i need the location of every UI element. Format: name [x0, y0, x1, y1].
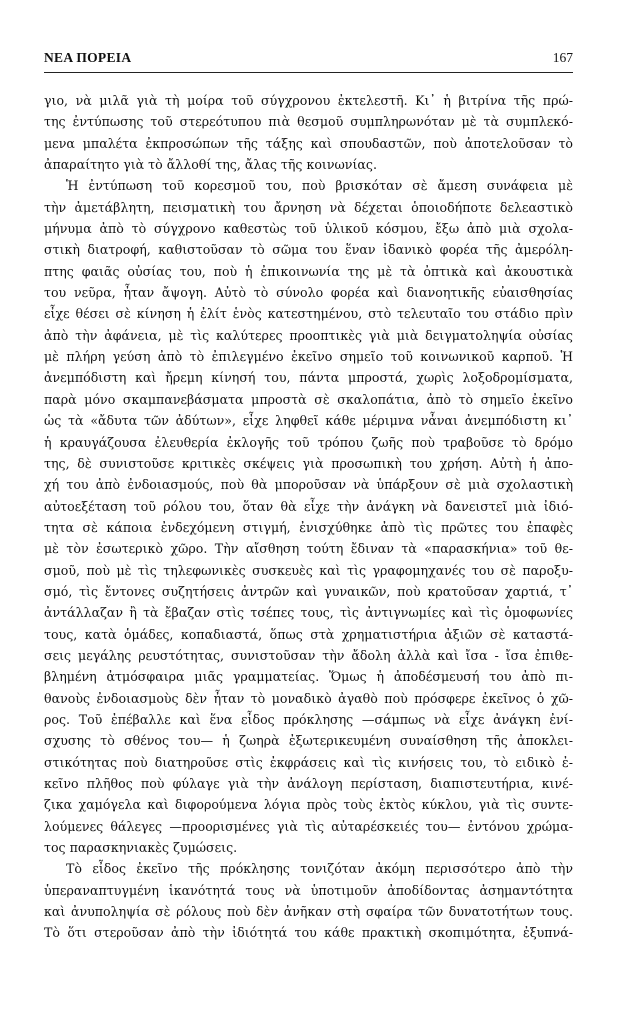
text-line: σμοῦ, ποὺ μὲ τὶς τηλεφωνικὲς συσκευὲς καὶ τὶς γραφομηχανές του σὲ παροξυ- [44, 562, 573, 578]
text-line: καὶ ἀνυποληψία σὲ ρόλους ποὺ δὲν ἀνῆκαν στὴ σφαίρα τῶν δυνατοτήτων τους. [44, 904, 573, 920]
text-line: ἀνεμπόδιστη καὶ ἤρεμη κίνησή του, πάντα μπροστά, χωρὶς λοξοδρομίσματα, [44, 370, 573, 386]
text-line: λούμενες θάλεγες —προορισμένες γιὰ τὶς αὐταρέσκειές του— ἐντόνου χρώμα- [44, 818, 573, 834]
paragraph [44, 858, 573, 943]
text-line: Ἡ ἐντύπωση τοῦ κορεσμοῦ του, ποὺ βρισκόταν σὲ ἄμεση συνάφεια μὲ [66, 178, 573, 194]
paragraph [44, 175, 573, 858]
page-number: 167 [552, 50, 573, 65]
text-line: τος παρασκηνιακὲς ζυμώσεις. [44, 840, 238, 856]
text-line: ὡς τὰ «ἄδυτα τῶν ἀδύτων», εἶχε ληφθεῖ κάθε μέριμνα νἆναι ἀνεμπόδιστη κι᾽ [44, 413, 573, 429]
text-line: του νεῦρα, ἦταν ἄψογη. Αὐτὸ τὸ σύνολο φορέα καὶ διανοητικῆς εὐαισθησίας [44, 285, 573, 301]
text-line: σμό, τὶς ἔντονες συζητήσεις ἀντρῶν καὶ γυναικῶν, ποὺ κρατοῦσαν χαρτιά, τ᾽ [44, 583, 573, 599]
text-line: αὐτοεξέταση τοῦ ρόλου του, ὅταν θὰ εἶχε τὴν ἀνάγκη νὰ δανειστεῖ μιὰ ἰδιό- [44, 498, 573, 514]
text-line: παρὰ μόνο σκαμπανεβάσματα μπροστὰ σὲ σκαλοπάτια, ἀπὸ τὸ σημεῖο ἐκεῖνο [44, 391, 573, 407]
text-line: τὴν ἀμετάβλητη, πεισματικὴ του ἄρνηση νὰ δέχεται ὁποιοδήποτε δελεαστικὸ [44, 199, 573, 215]
text-line: κεῖνο πλῆθος ποὺ φύλαγε γιὰ τὴν ἀνάλογη περίσταση, διαπιστευτήρια, κινέ- [44, 776, 573, 791]
body-text [44, 90, 573, 944]
text-line: μὲ πλήρη γεύση ἀπὸ τὸ ἐπιλεγμένο ἐκεῖνο σημεῖο τοῦ κοινωνικοῦ καρποῦ. Ἡ [44, 349, 573, 365]
text-line: μενα μπαλέτα ἐκπροσώπων τῆς τάξης καὶ σπουδαστῶν, ποὺ ἀποτελοῦσαν τὸ [44, 135, 573, 151]
journal-title: ΝΕΑ ΠΟΡΕΙΑ [44, 50, 132, 65]
text-line: ἡ κραυγάζουσα ἐλευθερία ἐκλογῆς τοῦ τρόπου ζωῆς ποὺ τραβοῦσε τὸ δρόμο [44, 434, 573, 450]
text-line: τητα σὲ κάποια ἐνδεχόμενη στιγμή, ἐνισχύθηκε ἀπὸ τὶς πρῶτες του ἐπαφὲς [44, 519, 573, 535]
text-line: στικὴ διατροφή, καθιστοῦσαν τὸ σῶμα του ἕναν ἰδανικὸ φορέα τῆς ἀμερόλη- [44, 242, 573, 258]
text-line: της, δὲ συνιστοῦσε κριτικὲς σκέψεις γιὰ προσωπικὴ του χρήση. Αὐτὴ ἡ ἀπο- [44, 455, 573, 471]
text-line: θανοὺς ἐνδοιασμοὺς δὲν ἦταν τὸ μοναδικὸ ἀγαθὸ ποὺ πρόσφερε ἐκεῖνος ὁ χῶ- [44, 690, 573, 706]
text-line: ὑπεραναπτυγμένη ἱκανότητά τους νὰ ὑποτιμοῦν ἀποδίδοντας ἀσημαντότητα [44, 882, 573, 898]
header-rule [44, 72, 573, 73]
text-line: σεις μεγάλης ρευστότητας, συνιστοῦσαν τὴν ἄδολη ἀλλὰ καὶ ἴσα - ἴσα ἐπιθε- [44, 647, 573, 663]
text-line: Τὸ ὅτι στεροῦσαν ἀπὸ τὴν ἰδιότητά του κάθε πρακτικὴ σκοπιμότητα, ἐξυπνά- [44, 925, 573, 941]
text-line: της ἐντύπωσης τοῦ στερεότυπου πιὰ θεσμοῦ συμπληρωνόταν μὲ τὰ συμπλεκό- [44, 114, 573, 130]
text-line: Τὸ εἶδος ἐκεῖνο τῆς πρόκλησης τονιζόταν ἀκόμη περισσότερο ἀπὸ τὴν [66, 861, 573, 877]
text-line: ρος. Τοῦ ἐπέβαλλε καὶ ἕνα εἶδος πρόκλησης —σάμπως νὰ εἶχε ἀνάγκη ἐνί- [44, 711, 573, 727]
text-line: στικότητας ποὺ διατηροῦσε στὶς ἐκφράσεις καὶ τὶς κινήσεις του, τὸ ειδικὸ ἐ- [44, 754, 573, 770]
text-line: ζικα χαμόγελα καὶ διφορούμενα λόγια πρὸς τοὺς ἐκτὸς κύκλου, γιὰ τὶς συντε- [44, 797, 573, 813]
text-line: σχυσης τὸ σθένος του— ἡ ζωηρὰ ἐξωτερικευμένη συναίσθηση τῆς ἀποκλει- [44, 733, 573, 749]
text-line: γιο, νὰ μιλᾶ γιὰ τὴ μοίρα τοῦ σύγχρονου ἐκτελεστῆ. Κι᾽ ἡ βιτρίνα τῆς πρώ- [44, 93, 573, 108]
text-line: ἀπὸ τὴν ἀφάνεια, μὲ τὶς καλύτερες προοπτικὲς γιὰ μιὰ δειγματοληψία οὐσίας [44, 327, 573, 343]
text-line: χή του ἀπὸ ἐνδοιασμούς, ποὺ θὰ μποροῦσαν νὰ ὑπάρξουν σὲ μιὰ σχολαστικὴ [44, 477, 573, 493]
text-line: ἀντάλλαζαν ἢ τὰ ἔβαζαν στὶς τσέπες τους, τὶς ἀντιγνωμίες καὶ τὶς ὁμοφωνίες [44, 605, 573, 621]
text-line: τους, κατὰ ὁμάδες, κοπαδιαστά, ὅπως στὰ χρηματιστήρια ἀξιῶν σὲ καταστά- [44, 626, 573, 642]
text-line: εἶχε θέσει σὲ κίνηση ἡ ἐλίτ ἑνὸς κατεστημένου, στὸ τελευταῖο του στάδιο πρὶν [44, 306, 573, 322]
text-line: πτης φαιᾶς οὐσίας του, ποὺ ἡ ἐπικοινωνία της μὲ τὰ ὀπτικὰ καὶ ἀκουστικὰ [44, 263, 573, 279]
text-line: ἀπαραίτητο γιὰ τὸ ἄλλοθί της, ἄλας τῆς κοινωνίας. [44, 157, 377, 173]
running-header [44, 50, 573, 68]
text-line: βλημένη ἀτμόσφαιρα μιᾶς γραμματείας. Ὅμως ἡ ἀποδέσμευσή του ἀπὸ πι- [44, 669, 573, 685]
paragraph [44, 90, 573, 175]
text-line: μὲ τὸν ἐσωτερικὸ χῶρο. Τὴν αἴσθηση τούτη ἔδιναν τὰ «παρασκήνια» τοῦ θε- [44, 541, 573, 557]
text-line: μήνυμα ἀπὸ τὸ σύγχρονο καθεστὼς τοῦ ὑλικοῦ κόσμου, ἔξω ἀπὸ μιὰ σχολα- [44, 221, 573, 237]
